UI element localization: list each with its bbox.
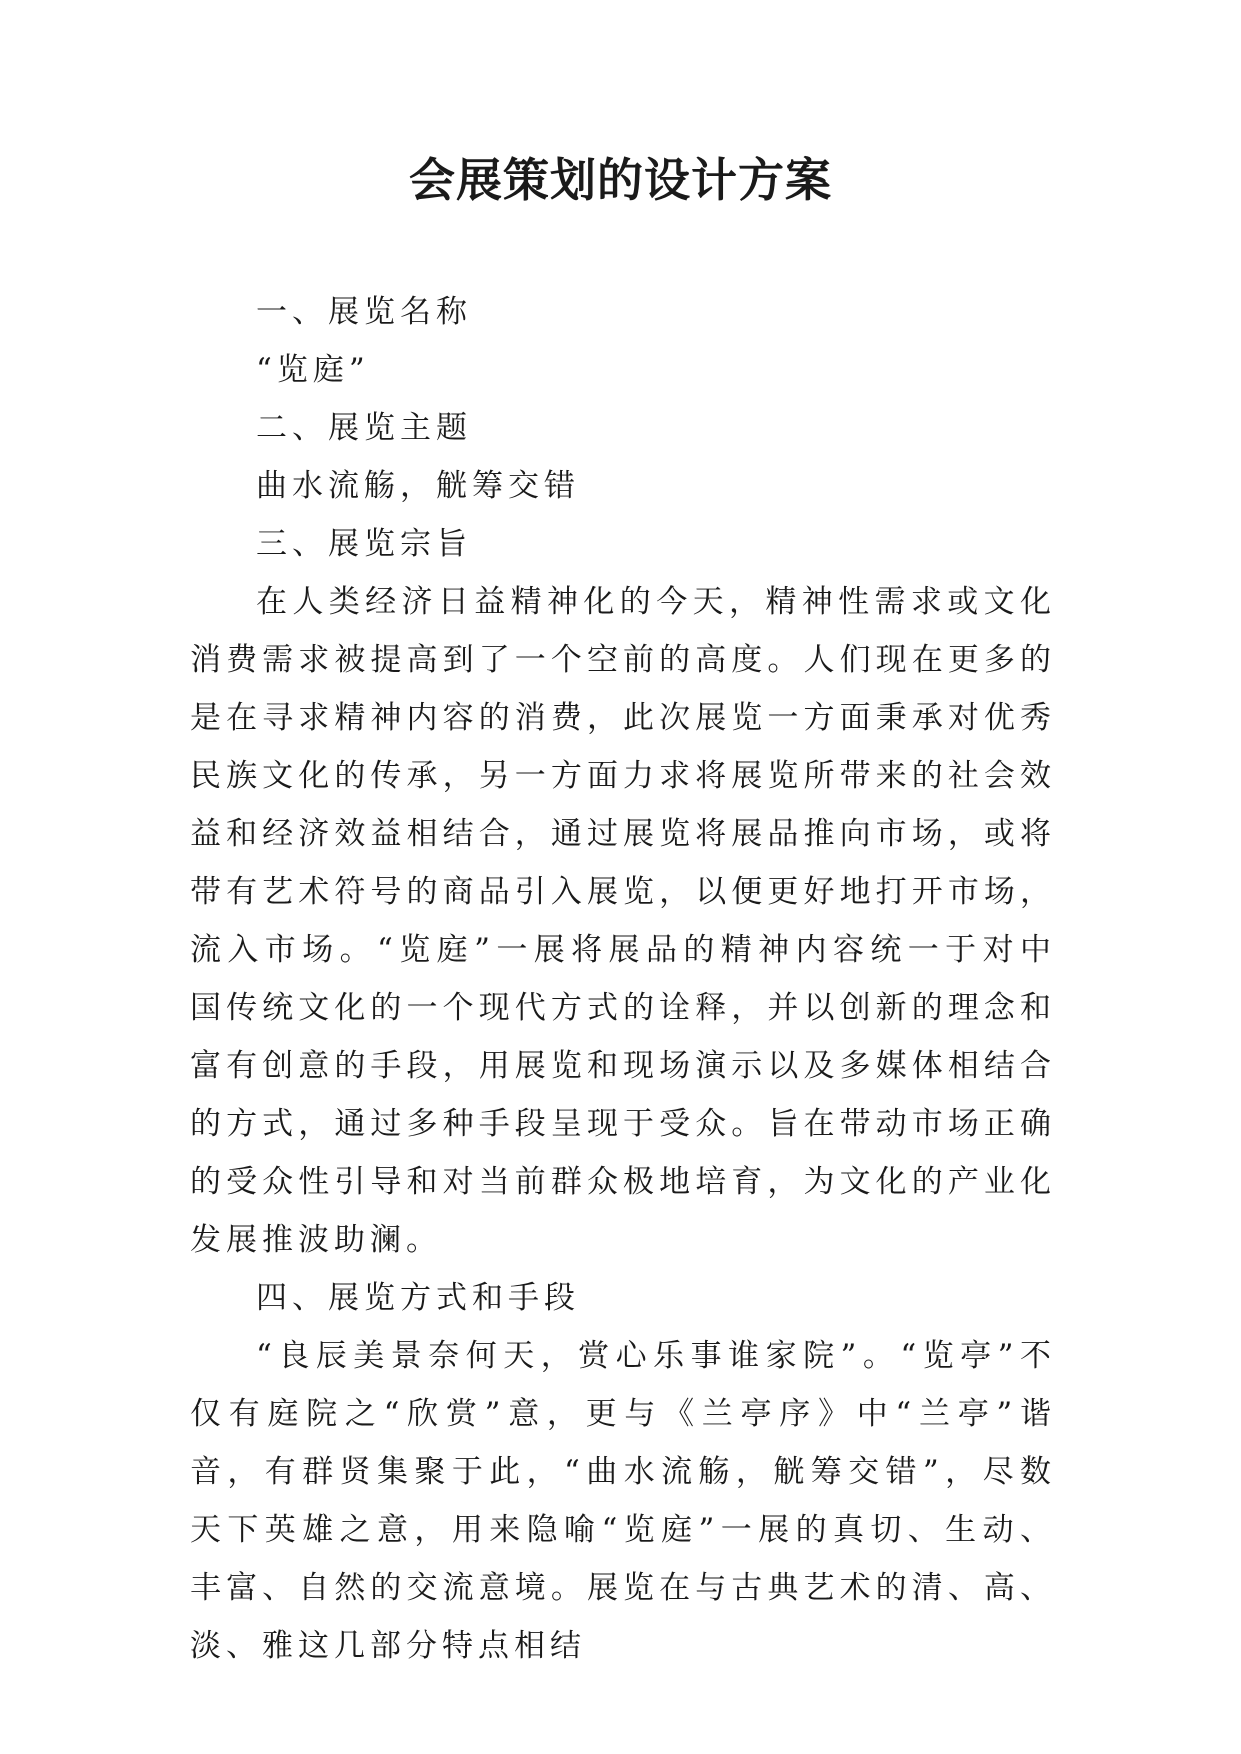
section-heading-exhibition-name: 一、展览名称 [256,294,472,330]
exhibition-methods-paragraph: “良辰美景奈何天，赏心乐事谁家院”。“览亭”不仅有庭院之“欣赏”意，更与《兰亭序》中“兰亭”谐音，有群贤集聚于此，“曲水流觞，觥筹交错”，尽数天下英雄之意，用来隐喻“览庭”一展的真切、生动、丰富、自然的交流意境。展览在与古典艺术的清、高、淡、雅这几部分特点相结 [190,1338,1056,1664]
document-title: 会展策划的设计方案 [409,153,832,207]
exhibition-purpose-paragraph: 在人类经济日益精神化的今天，精神性需求或文化消费需求被提高到了一个空前的高度。人们现在更多的是在寻求精神内容的消费，此次展览一方面秉承对优秀民族文化的传承，另一方面力求将展览所带来的社会效益和经济效益相结合，通过展览将展品推向市场，或将带有艺术符号的商品引入展览，以便更好地打开市场，流入市场。“览庭”一展将展品的精神内容统一于对中国传统文化的一个现代方式的诠释，并以创新的理念和富有创意的手段，用展览和现场演示以及多媒体相结合的方式，通过多种手段呈现于受众。旨在带动市场正确的受众性引导和对当前群众极地培育，为文化的产业化发展推波助澜。 [190,584,1056,1258]
section-heading-exhibition-methods: 四、展览方式和手段 [256,1280,580,1316]
exhibition-theme-text: 曲水流觞，觥筹交错 [256,468,580,504]
document-body [190,283,1056,1675]
section-heading-exhibition-theme: 二、展览主题 [256,410,472,446]
exhibition-name-text: “览庭” [256,352,370,388]
section-heading-exhibition-purpose: 三、展览宗旨 [256,526,472,562]
